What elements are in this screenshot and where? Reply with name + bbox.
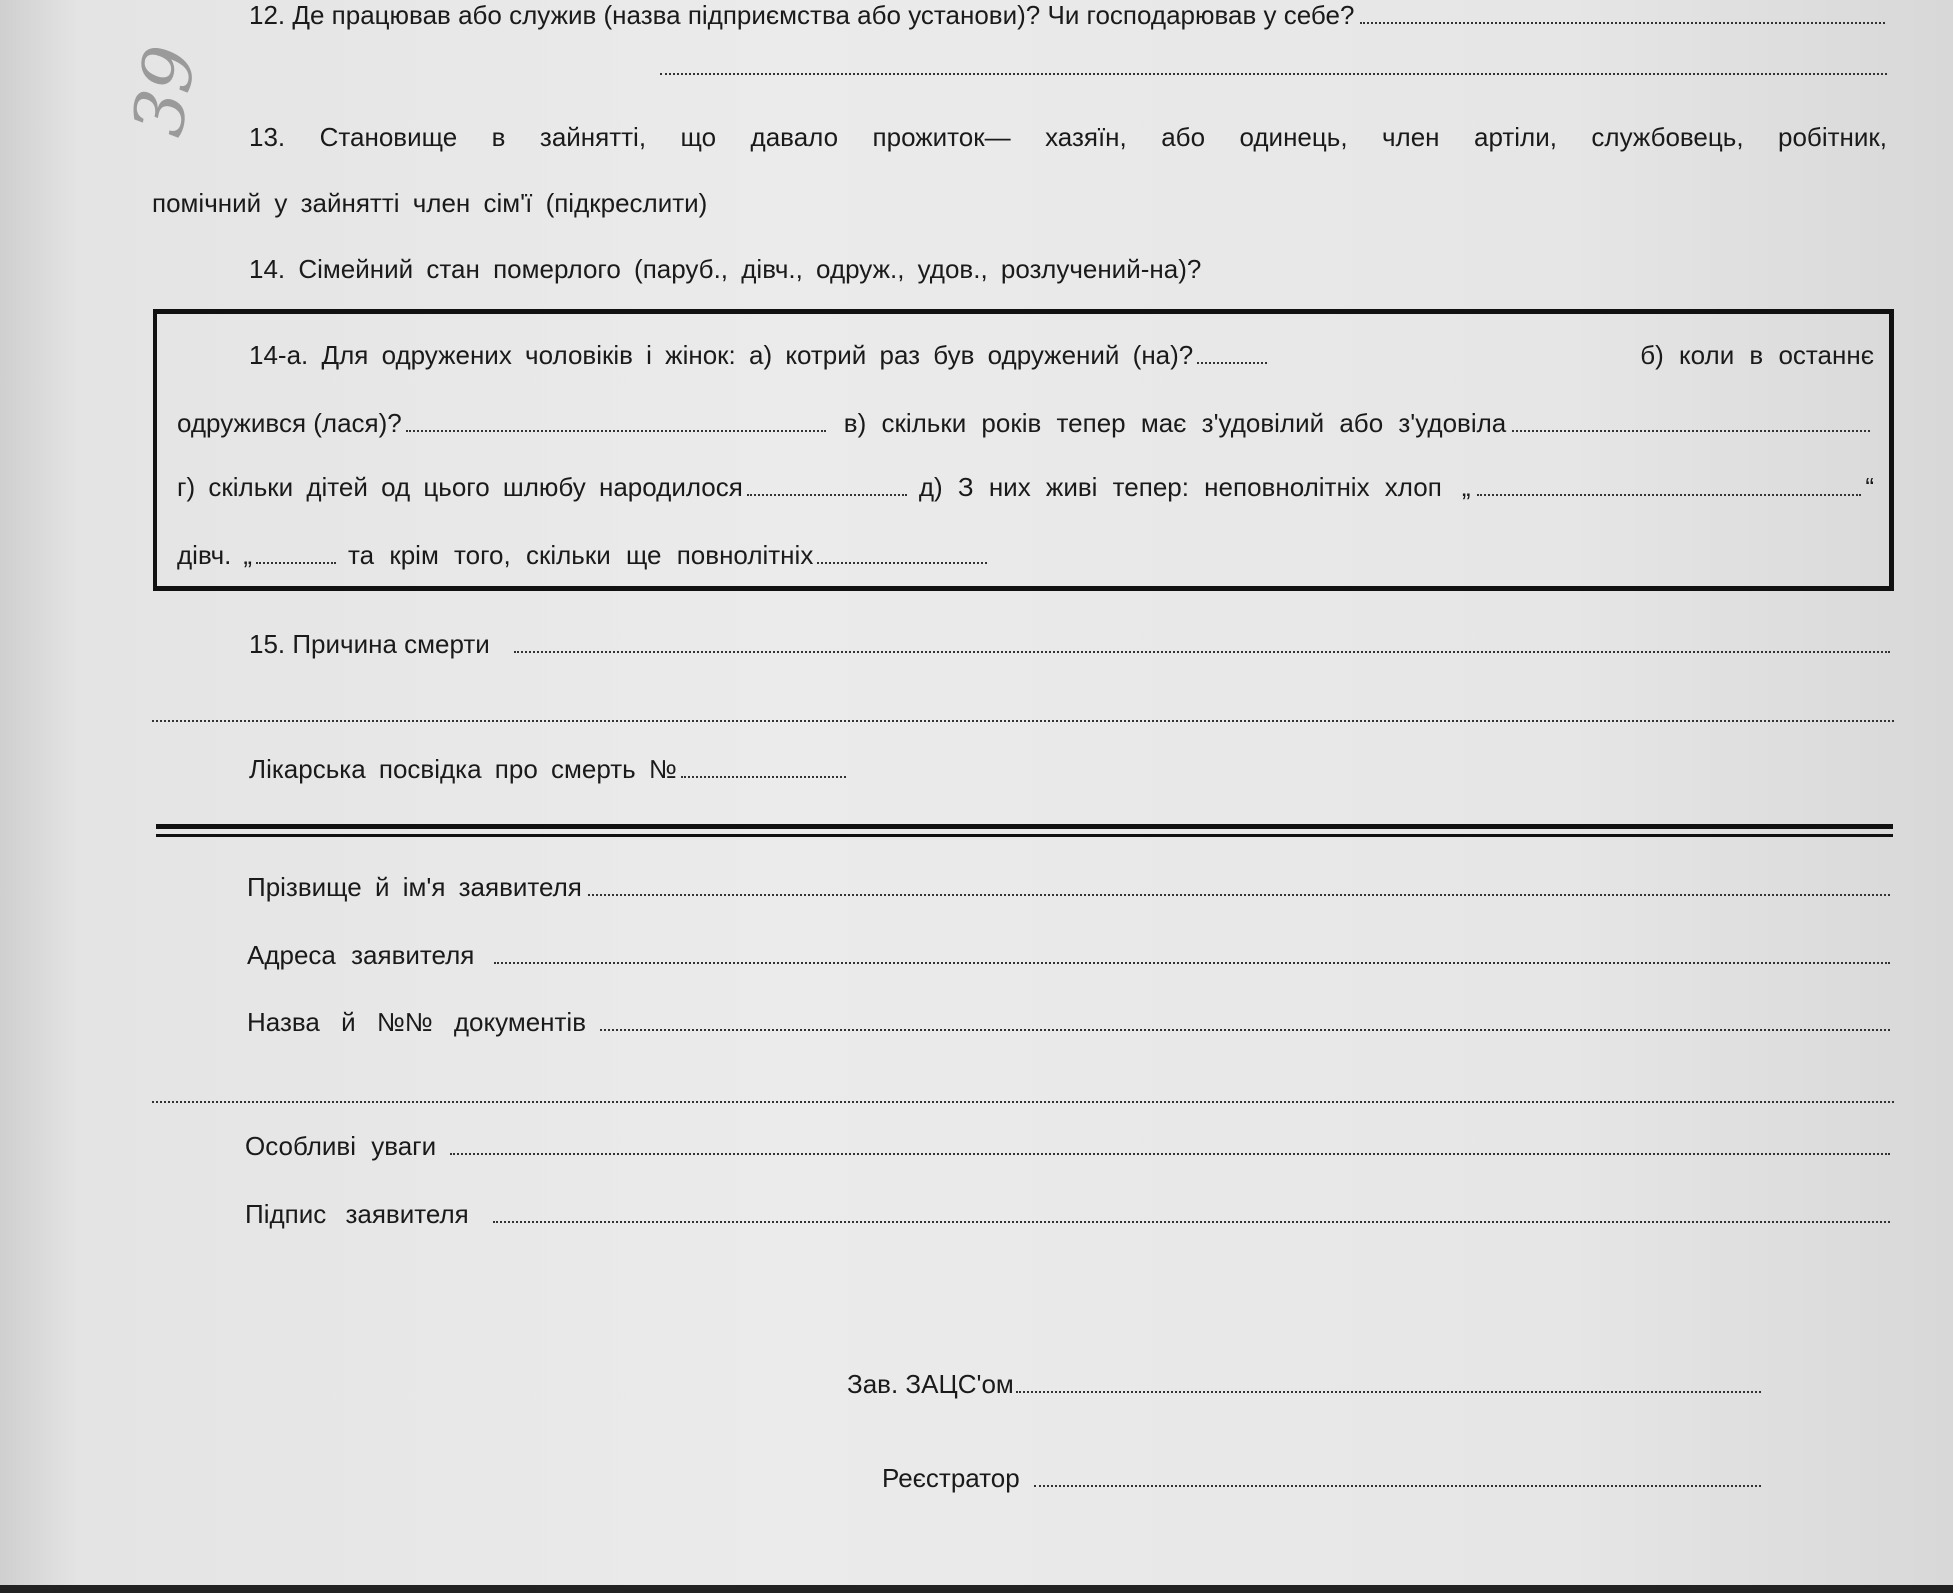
certificate-label: Лікарська посвідка про смерть №: [249, 754, 677, 784]
margin-pencil-note: 39: [116, 40, 213, 142]
q14a-g-field[interactable]: [747, 494, 907, 496]
q14a-row4: [177, 540, 991, 570]
q12-field-line2[interactable]: [660, 73, 1887, 75]
double-rule-top: [156, 824, 1893, 829]
remarks-field[interactable]: [450, 1153, 1890, 1155]
head-row: [847, 1369, 1765, 1399]
applicant-address-row: [247, 940, 1894, 970]
q14a-g-label: г) скільки дітей од цього шлюбу народилося: [177, 472, 743, 502]
head-signature-field[interactable]: [1016, 1391, 1761, 1393]
signature-field[interactable]: [493, 1221, 1890, 1223]
q14a-girls-field[interactable]: [256, 562, 336, 564]
q12-row: [249, 0, 1889, 30]
applicant-name-row: [247, 872, 1894, 902]
applicant-address-field[interactable]: [494, 962, 1890, 964]
remarks-row: [245, 1131, 1894, 1161]
q13-row1: [249, 122, 1887, 152]
q14a-girls-open-quote: „: [243, 540, 253, 570]
q14a-row2: [177, 408, 1874, 438]
q14a-a-label: 14-а. Для одружених чоловіків і жінок: а) котрий раз був одружений (на)?: [249, 340, 1194, 370]
certificate-row: [249, 754, 850, 784]
q13-line2: помічний у зайнятті член сім'ї (підкреслити): [152, 188, 708, 218]
certificate-field[interactable]: [681, 776, 846, 778]
signature-row: [245, 1199, 1894, 1229]
page-bottom-edge: [0, 1585, 1953, 1593]
q14a-d-boys-field[interactable]: [1477, 494, 1862, 496]
q12-field[interactable]: [1360, 22, 1885, 24]
q14-label: 14. Сімейний стан померлого (паруб., дівч., одруж., удов., розлучений-на)?: [249, 254, 1202, 284]
remarks-label: Особливі уваги: [245, 1131, 437, 1161]
signature-label: Підпис заявителя: [245, 1199, 469, 1229]
q14a-v-label: в) скільки років тепер має з'удовілий або з'удовіла: [843, 408, 1507, 438]
q14a-row1: [249, 340, 1874, 370]
q14a-b2-label: одружився (лася)?: [177, 408, 402, 438]
q14a-b-field[interactable]: [406, 430, 826, 432]
applicant-address-label: Адреса заявителя: [247, 940, 475, 970]
applicant-name-label: Прізвище й ім'я заявителя: [247, 872, 582, 902]
applicant-documents-field[interactable]: [600, 1029, 1890, 1031]
q14a-adults-field[interactable]: [817, 562, 987, 564]
applicant-name-field[interactable]: [588, 894, 1890, 896]
q13-row2: [152, 188, 707, 218]
q14a-close-quote: “: [1865, 472, 1874, 502]
q14a-girls-label: дівч.: [177, 540, 232, 570]
q14a-d-label: д) З них живі тепер: неповнолітніх хлоп: [918, 472, 1442, 502]
registrar-label: Реєстратор: [882, 1463, 1020, 1493]
double-rule-bottom: [156, 834, 1893, 837]
q15-row: [249, 629, 1894, 659]
q12-label: 12. Де працював або служив (назва підприємства або установи)? Чи господарював у себе?: [249, 0, 1355, 30]
q14a-v-field[interactable]: [1512, 430, 1870, 432]
q15-field-line2[interactable]: [152, 720, 1894, 722]
q15-label: 15. Причина смерти: [249, 629, 490, 659]
applicant-documents-field-line2[interactable]: [152, 1101, 1894, 1103]
q14a-adults-label: та крім того, скільки ще повнолітніх: [348, 540, 814, 570]
applicant-documents-label: Назва й №№ документів: [247, 1007, 587, 1037]
q14a-b-label: б) коли в останнє: [1640, 340, 1874, 370]
applicant-documents-row: [247, 1007, 1894, 1037]
q15-field[interactable]: [514, 651, 1890, 653]
registrar-row: [882, 1463, 1765, 1493]
q14-row: [249, 254, 1201, 284]
q13-line1: 13. Становище в зайнятті, що давало прожиток— хазяїн, або одинець, член артіли, службовець, робітник,: [249, 122, 1887, 152]
q14a-a-field[interactable]: [1197, 362, 1267, 364]
q14a-row3: [177, 472, 1874, 502]
q14a-open-quote: „: [1461, 472, 1471, 502]
head-label: Зав. ЗАЦС'ом: [847, 1369, 1014, 1399]
registrar-signature-field[interactable]: [1034, 1485, 1761, 1487]
